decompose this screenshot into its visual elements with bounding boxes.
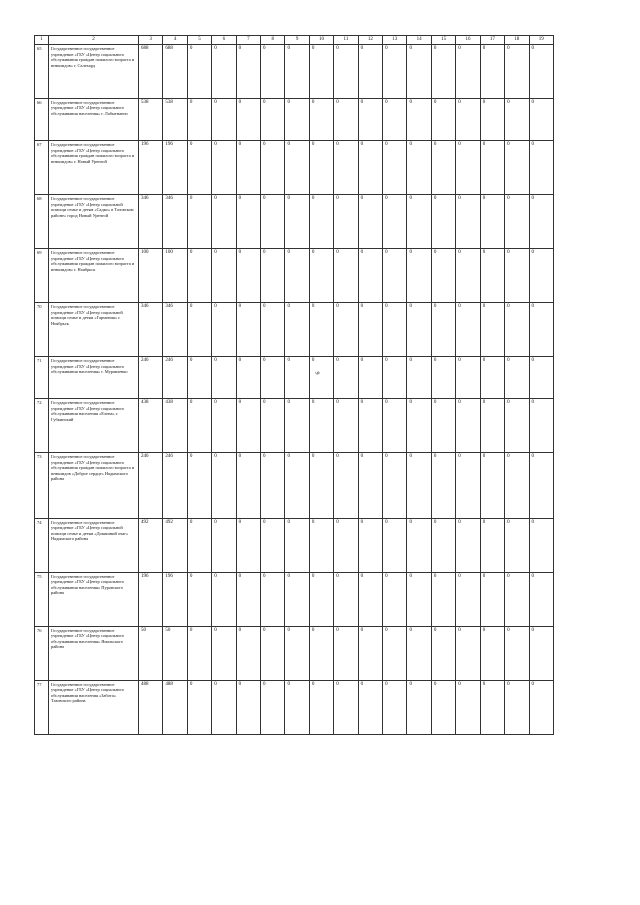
value-cell: 0 xyxy=(187,195,211,249)
value-cell: 0 xyxy=(358,357,382,399)
value-cell: 0 xyxy=(236,98,260,140)
row-number: 71 xyxy=(35,357,49,399)
value-cell: 438 xyxy=(163,399,187,453)
value-cell: 0 xyxy=(407,249,431,303)
institution-name: Государственное государственное учреждение «ГБУ «Центр социальной помощи семье и детям «Домашний очаг» Надымского района xyxy=(49,518,139,572)
value-cell: 0 xyxy=(529,626,554,680)
value-cell: 0 xyxy=(383,303,407,357)
value-cell: 0 xyxy=(407,680,431,734)
table-row xyxy=(35,45,554,99)
value-cell: 0 xyxy=(261,45,285,99)
value-cell: 0 xyxy=(431,303,455,357)
value-cell: 0 xyxy=(236,195,260,249)
value-cell: 0 xyxy=(383,572,407,626)
value-cell: 0 xyxy=(334,453,358,519)
value-cell: 346 xyxy=(139,195,163,249)
value-cell: 0 xyxy=(212,680,236,734)
row-number: 67 xyxy=(35,141,49,195)
value-cell: 0 xyxy=(529,303,554,357)
table-row xyxy=(35,572,554,626)
value-cell: 0 xyxy=(334,680,358,734)
value-cell: 196 xyxy=(163,141,187,195)
row-number: 65 xyxy=(35,45,49,99)
column-header: 12 xyxy=(358,36,382,45)
value-cell: 0 xyxy=(529,249,554,303)
value-cell: 0 xyxy=(407,303,431,357)
value-cell: 0 xyxy=(309,195,333,249)
value-cell: 0 xyxy=(383,98,407,140)
value-cell: 0 xyxy=(456,680,480,734)
value-cell: 0 xyxy=(187,303,211,357)
value-cell: 0 xyxy=(431,195,455,249)
table-row xyxy=(35,626,554,680)
column-header: 15 xyxy=(431,36,455,45)
value-cell: 0 xyxy=(334,357,358,399)
value-cell: 0 xyxy=(383,518,407,572)
value-cell: 0 xyxy=(431,453,455,519)
value-cell: 0 xyxy=(187,141,211,195)
value-cell: 0 xyxy=(261,141,285,195)
value-cell: 246 xyxy=(163,357,187,399)
value-cell: 346 xyxy=(163,303,187,357)
value-cell: 0 xyxy=(383,249,407,303)
value-cell: 0 xyxy=(309,249,333,303)
value-cell: 0 xyxy=(285,45,309,99)
value-cell: 492 xyxy=(139,518,163,572)
value-cell: 0 xyxy=(212,249,236,303)
row-number: 76 xyxy=(35,626,49,680)
value-cell: 0 xyxy=(407,626,431,680)
value-cell: 346 xyxy=(139,303,163,357)
value-cell: 0 xyxy=(505,303,529,357)
value-cell: 0 xyxy=(212,45,236,99)
column-header: 2 xyxy=(49,36,139,45)
institution-name: Государственное государственное учреждение «ГБУ «Центр социального обслуживания граждан пожилого возраста и инвалидов «Доброе сердце» Надымского района xyxy=(49,453,139,519)
value-cell: 0 xyxy=(358,141,382,195)
value-cell: 0 xyxy=(456,45,480,99)
value-cell: 0 xyxy=(505,626,529,680)
value-cell: 0 xyxy=(358,626,382,680)
value-cell: 0 xyxy=(480,453,504,519)
table-row xyxy=(35,357,554,399)
value-cell: 0 xyxy=(383,399,407,453)
value-cell: 196 xyxy=(139,141,163,195)
row-number: 75 xyxy=(35,572,49,626)
value-cell: 0 xyxy=(383,45,407,99)
value-cell: 246 xyxy=(139,357,163,399)
value-cell: 0 xyxy=(236,518,260,572)
value-cell: 0 xyxy=(456,626,480,680)
value-cell: 0 xyxy=(309,453,333,519)
value-cell: 0 xyxy=(456,141,480,195)
value-cell: 0 xyxy=(187,98,211,140)
value-cell: 100 xyxy=(139,249,163,303)
value-cell: 0 xyxy=(505,98,529,140)
value-cell: 0 xyxy=(334,572,358,626)
value-cell: 0 xyxy=(529,45,554,99)
page-number: 6 xyxy=(315,371,322,375)
value-cell: 0 xyxy=(187,453,211,519)
value-cell: 0 xyxy=(431,357,455,399)
value-cell: 488 xyxy=(139,680,163,734)
value-cell: 0 xyxy=(285,303,309,357)
column-header: 14 xyxy=(407,36,431,45)
value-cell: 0 xyxy=(212,141,236,195)
value-cell: 0 xyxy=(285,249,309,303)
value-cell: 0 xyxy=(480,195,504,249)
value-cell: 50 xyxy=(163,626,187,680)
institution-name: Государственное государственное учреждение «ГБУ «Центр социальной помощи семье и детям «Гармония» г. Ноябрьск xyxy=(49,303,139,357)
value-cell: 0 xyxy=(334,45,358,99)
value-cell: 0 xyxy=(407,45,431,99)
value-cell: 0 xyxy=(187,572,211,626)
value-cell: 0 xyxy=(505,453,529,519)
value-cell: 0 xyxy=(358,303,382,357)
value-cell: 0 xyxy=(480,357,504,399)
value-cell: 0 xyxy=(236,399,260,453)
value-cell: 0 xyxy=(431,680,455,734)
value-cell: 0 xyxy=(236,626,260,680)
value-cell: 0 xyxy=(431,45,455,99)
value-cell: 0 xyxy=(261,572,285,626)
column-header: 6 xyxy=(212,36,236,45)
value-cell: 0 xyxy=(407,141,431,195)
value-cell: 688 xyxy=(163,45,187,99)
value-cell: 0 xyxy=(309,45,333,99)
value-cell: 0 xyxy=(334,303,358,357)
value-cell: 492 xyxy=(163,518,187,572)
value-cell: 0 xyxy=(505,680,529,734)
value-cell: 0 xyxy=(407,518,431,572)
value-cell: 0 xyxy=(431,572,455,626)
value-cell: 246 xyxy=(163,453,187,519)
value-cell: 0 xyxy=(480,680,504,734)
value-cell: 0 xyxy=(261,680,285,734)
value-cell: 538 xyxy=(163,98,187,140)
value-cell: 0 xyxy=(480,141,504,195)
institution-name: Государственное государственное учреждение «ГБУ «Центр социального обслуживания граждан пожилого возраста и инвалидов» г. Новый Уренгой xyxy=(49,141,139,195)
table-row xyxy=(35,303,554,357)
value-cell: 0 xyxy=(529,195,554,249)
value-cell: 0 xyxy=(212,303,236,357)
value-cell: 0 xyxy=(529,399,554,453)
value-cell: 0 xyxy=(285,572,309,626)
value-cell: 0 xyxy=(261,453,285,519)
value-cell: 0 xyxy=(431,399,455,453)
row-number: 74 xyxy=(35,518,49,572)
table-row xyxy=(35,249,554,303)
value-cell: 0 xyxy=(407,399,431,453)
value-cell: 0 xyxy=(407,195,431,249)
institution-name: Государственное государственное учреждение «ГБУ «Центр социального обслуживания населения» г. Муравленко xyxy=(49,357,139,399)
value-cell: 0 xyxy=(505,141,529,195)
value-cell: 0 xyxy=(212,399,236,453)
row-number: 72 xyxy=(35,399,49,453)
value-cell: 0 xyxy=(285,518,309,572)
row-number: 77 xyxy=(35,680,49,734)
value-cell: 0 xyxy=(358,518,382,572)
column-header: 13 xyxy=(383,36,407,45)
value-cell: 0 xyxy=(309,98,333,140)
value-cell: 0 xyxy=(505,357,529,399)
value-cell: 0 xyxy=(529,518,554,572)
value-cell: 0 xyxy=(187,626,211,680)
column-header: 8 xyxy=(261,36,285,45)
value-cell: 0 xyxy=(285,195,309,249)
value-cell: 0 xyxy=(187,357,211,399)
value-cell: 0 xyxy=(431,249,455,303)
value-cell: 0 xyxy=(212,195,236,249)
value-cell: 0 xyxy=(261,518,285,572)
column-header: 3 xyxy=(139,36,163,45)
institution-name: Государственное государственное учреждение «ГБУ «Центр социальной помощи семье и детям «Садко» в Тазовском районе» город Новый Уренгой xyxy=(49,195,139,249)
value-cell: 0 xyxy=(456,518,480,572)
value-cell: 0 xyxy=(334,195,358,249)
value-cell: 0 xyxy=(334,518,358,572)
value-cell: 0 xyxy=(309,141,333,195)
value-cell: 0 xyxy=(309,399,333,453)
value-cell: 0 xyxy=(505,45,529,99)
value-cell: 0 xyxy=(212,357,236,399)
value-cell: 0 xyxy=(212,572,236,626)
table-row xyxy=(35,518,554,572)
value-cell: 0 xyxy=(456,249,480,303)
value-cell: 0 xyxy=(285,399,309,453)
value-cell: 0 xyxy=(529,98,554,140)
value-cell: 0 xyxy=(285,98,309,140)
value-cell: 0 xyxy=(358,572,382,626)
value-cell: 0 xyxy=(358,453,382,519)
column-header: 5 xyxy=(187,36,211,45)
value-cell: 0 xyxy=(309,303,333,357)
value-cell: 0 xyxy=(383,680,407,734)
value-cell: 0 xyxy=(187,399,211,453)
value-cell: 0 xyxy=(334,141,358,195)
column-header: 7 xyxy=(236,36,260,45)
value-cell: 0 xyxy=(285,626,309,680)
value-cell: 0 xyxy=(212,518,236,572)
value-cell: 0 xyxy=(285,680,309,734)
value-cell: 0 xyxy=(383,626,407,680)
value-cell: 0 xyxy=(187,680,211,734)
value-cell: 0 xyxy=(529,572,554,626)
value-cell: 0 xyxy=(431,98,455,140)
value-cell: 0 xyxy=(505,195,529,249)
value-cell: 100 xyxy=(163,249,187,303)
value-cell: 0 xyxy=(529,453,554,519)
table-row xyxy=(35,453,554,519)
row-number: 68 xyxy=(35,195,49,249)
value-cell: 0 xyxy=(261,626,285,680)
value-cell: 0 xyxy=(456,453,480,519)
value-cell: 0 xyxy=(358,680,382,734)
row-number: 70 xyxy=(35,303,49,357)
header-row xyxy=(35,36,554,45)
value-cell: 0 xyxy=(187,518,211,572)
value-cell: 0 xyxy=(431,518,455,572)
value-cell: 196 xyxy=(163,572,187,626)
value-cell: 0 xyxy=(358,195,382,249)
column-header: 17 xyxy=(480,36,504,45)
value-cell: 0 xyxy=(456,195,480,249)
value-cell: 0 xyxy=(456,357,480,399)
table-row xyxy=(35,399,554,453)
value-cell: 0 xyxy=(480,626,504,680)
column-header: 18 xyxy=(505,36,529,45)
institution-name: Государственное государственное учреждение «ГБУ «Центр социального обслуживания населения» Пуровского района xyxy=(49,572,139,626)
institution-name: Государственное государственное учреждение «ГБУ «Центр социального обслуживания населения» г. Лабытнанги xyxy=(49,98,139,140)
value-cell: 0 xyxy=(187,249,211,303)
value-cell: 0 xyxy=(407,453,431,519)
value-cell: 0 xyxy=(505,518,529,572)
column-header: 19 xyxy=(529,36,554,45)
value-cell: 0 xyxy=(505,249,529,303)
value-cell: 0 xyxy=(505,399,529,453)
value-cell: 0 xyxy=(261,357,285,399)
column-header: 16 xyxy=(456,36,480,45)
rotated-document-table xyxy=(34,35,554,735)
value-cell: 0 xyxy=(236,453,260,519)
value-cell: 0 xyxy=(261,98,285,140)
value-cell: 0 xyxy=(309,357,333,399)
value-cell: 0 xyxy=(358,45,382,99)
value-cell: 0 xyxy=(309,680,333,734)
row-number: 73 xyxy=(35,453,49,519)
value-cell: 438 xyxy=(139,399,163,453)
value-cell: 538 xyxy=(139,98,163,140)
value-cell: 0 xyxy=(212,626,236,680)
value-cell: 0 xyxy=(480,518,504,572)
institution-name: Государственное государственное учреждение «ГБУ «Центр социального обслуживания граждан пожилого возраста и инвалидов» г. Салехард xyxy=(49,45,139,99)
value-cell: 0 xyxy=(236,572,260,626)
table-row xyxy=(35,141,554,195)
value-cell: 196 xyxy=(139,572,163,626)
value-cell: 0 xyxy=(456,572,480,626)
value-cell: 0 xyxy=(480,399,504,453)
value-cell: 0 xyxy=(407,572,431,626)
value-cell: 0 xyxy=(407,98,431,140)
data-table xyxy=(34,35,554,735)
table-row xyxy=(35,680,554,734)
value-cell: 0 xyxy=(187,45,211,99)
table-row xyxy=(35,195,554,249)
value-cell: 0 xyxy=(261,303,285,357)
value-cell: 0 xyxy=(431,141,455,195)
value-cell: 0 xyxy=(480,45,504,99)
value-cell: 0 xyxy=(480,249,504,303)
value-cell: 488 xyxy=(163,680,187,734)
value-cell: 0 xyxy=(285,453,309,519)
value-cell: 0 xyxy=(236,303,260,357)
value-cell: 0 xyxy=(480,572,504,626)
value-cell: 0 xyxy=(334,249,358,303)
value-cell: 0 xyxy=(236,680,260,734)
value-cell: 0 xyxy=(236,249,260,303)
value-cell: 0 xyxy=(529,357,554,399)
value-cell: 688 xyxy=(139,45,163,99)
column-header: 9 xyxy=(285,36,309,45)
value-cell: 0 xyxy=(358,98,382,140)
value-cell: 246 xyxy=(139,453,163,519)
value-cell: 0 xyxy=(505,572,529,626)
value-cell: 0 xyxy=(383,195,407,249)
column-header: 11 xyxy=(334,36,358,45)
value-cell: 0 xyxy=(383,357,407,399)
column-header: 10 xyxy=(309,36,333,45)
value-cell: 0 xyxy=(309,518,333,572)
value-cell: 0 xyxy=(309,572,333,626)
value-cell: 0 xyxy=(358,399,382,453)
institution-name: Государственное государственное учреждение «ГБУ «Центр социального обслуживания населения» Ямальского района xyxy=(49,626,139,680)
value-cell: 0 xyxy=(431,626,455,680)
value-cell: 0 xyxy=(285,141,309,195)
value-cell: 0 xyxy=(480,98,504,140)
value-cell: 0 xyxy=(212,98,236,140)
institution-name: Государственное государственное учреждение «ГБУ «Центр социального обслуживания граждан пожилого возраста и инвалидов» г. Ноябрьск xyxy=(49,249,139,303)
value-cell: 0 xyxy=(334,98,358,140)
value-cell: 0 xyxy=(456,98,480,140)
row-number: 69 xyxy=(35,249,49,303)
institution-name: Государственное государственное учреждение «ГБУ «Центр социального обслуживания населения «Забота» Тазовского района xyxy=(49,680,139,734)
value-cell: 0 xyxy=(358,249,382,303)
value-cell: 0 xyxy=(529,680,554,734)
value-cell: 0 xyxy=(456,399,480,453)
column-header: 1 xyxy=(35,36,49,45)
value-cell: 0 xyxy=(212,453,236,519)
value-cell: 0 xyxy=(236,141,260,195)
value-cell: 0 xyxy=(334,399,358,453)
value-cell: 0 xyxy=(309,626,333,680)
value-cell: 0 xyxy=(529,141,554,195)
value-cell: 346 xyxy=(163,195,187,249)
value-cell: 0 xyxy=(261,249,285,303)
value-cell: 50 xyxy=(139,626,163,680)
value-cell: 0 xyxy=(334,626,358,680)
column-header: 4 xyxy=(163,36,187,45)
value-cell: 0 xyxy=(285,357,309,399)
row-number: 66 xyxy=(35,98,49,140)
value-cell: 0 xyxy=(383,141,407,195)
value-cell: 0 xyxy=(261,399,285,453)
value-cell: 0 xyxy=(261,195,285,249)
value-cell: 0 xyxy=(456,303,480,357)
value-cell: 0 xyxy=(480,303,504,357)
table-row xyxy=(35,98,554,140)
value-cell: 0 xyxy=(383,453,407,519)
institution-name: Государственное государственное учреждение «ГБУ «Центр социального обслуживания населения «Елена» г. Губкинский xyxy=(49,399,139,453)
value-cell: 0 xyxy=(236,357,260,399)
value-cell: 0 xyxy=(236,45,260,99)
value-cell: 0 xyxy=(407,357,431,399)
